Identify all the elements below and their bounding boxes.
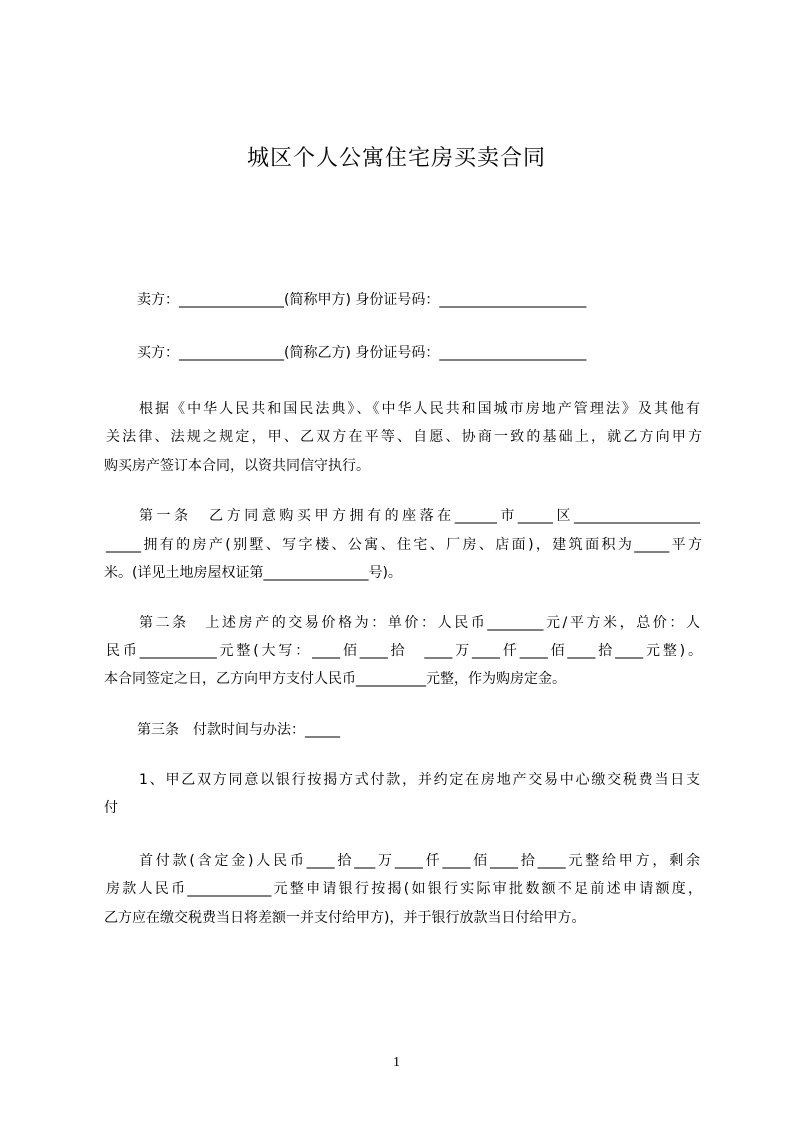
document-title: 城区个人公寓住宅房买卖合同 <box>246 146 546 171</box>
preamble-line: 关法律、法规之规定，甲、乙双方在平等、自愿、协商一致的基础上，就乙方向甲方 <box>106 429 702 445</box>
preamble-line: 购买房产签订本合同，以资共同信守执行。 <box>104 458 370 474</box>
article3-line: 第三条 付款时间与办法：_____ <box>137 722 340 738</box>
article2-line: 本合同签定之日，乙方向甲方支付人民币__________元整，作为购房定金。 <box>104 671 566 687</box>
article1-line: 米。(详见土地房屋权证第_______________号)。 <box>104 565 402 581</box>
article1-line: 第一条 乙方同意购买甲方拥有的座落在______市_____区__________________ <box>139 508 700 524</box>
downpayment-line: 房款人民币____________元整申请银行按揭(如银行实际审批数额不足前述申请额度， <box>106 881 702 897</box>
preamble-line: 根据《中华人民共和国民法典》、《中华人民共和国城市房地产管理法》及其他有 <box>139 401 700 417</box>
article1-line: _____拥有的房产(别墅、写字楼、公寓、住宅、厂房、店面)，建筑面积为_____平方 <box>106 537 702 553</box>
downpayment-line: 乙方应在缴交税费当日将差额一并支付给甲方)，并于银行放款当日付给甲方。 <box>104 910 586 926</box>
seller-line: 卖方：_______________(简称甲方) 身份证号码：_____________________ <box>137 292 587 308</box>
buyer-line: 买方：_______________(简称乙方) 身份证号码：_____________________ <box>137 345 587 361</box>
article2-line: 民币___________元整(大写：____佰____拾 ____万____仟____佰____拾____元整)。 <box>106 643 702 659</box>
downpayment-line: 首付款(含定金)人民币____拾___万____仟____佰____拾____元整给甲方，剩余 <box>139 853 700 869</box>
clause1-line: 1、甲乙双方同意以银行按揭方式付款，并约定在房地产交易中心缴交税费当日支 <box>139 772 700 788</box>
clause1-line: 付 <box>104 800 118 816</box>
article2-line: 第二条 上述房产的交易价格为：单价：人民币________元/平方米，总价：人 <box>139 615 700 631</box>
page-number: 1 <box>393 1055 400 1070</box>
